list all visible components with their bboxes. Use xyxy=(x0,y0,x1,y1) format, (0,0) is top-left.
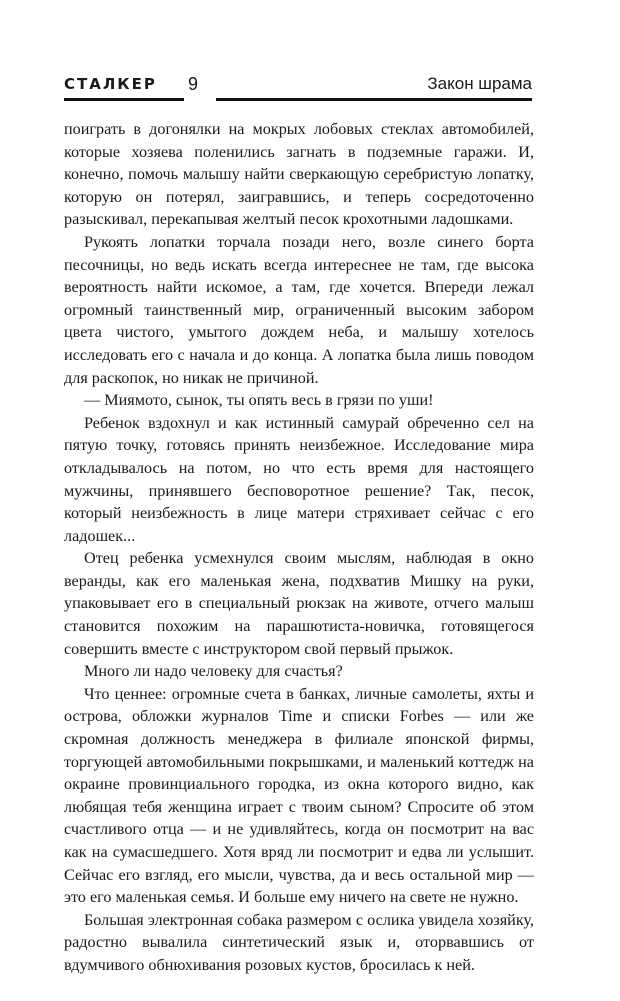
paragraph: Ребенок вздохнул и как истинный самурай обреченно сел на пятую точку, готовясь принять неизбежное. Исследование мира откладывалось на потом, но что есть время для настоящего мужчины, принявшего бесповоротное решение? Так, песок, который неизбежность в лице матери стряхивает сейчас с его ладошек... xyxy=(64,413,534,545)
page-number: 9 xyxy=(188,74,199,94)
paragraph: Что ценнее: огромные счета в банках, личные самолеты, яхты и острова, обложки журналов Time и списки Forbes — или же скромная должность менеджера в филиале японской фирмы, торгующей автомобильными покрышками, и маленький коттедж на окраине провинциального городка, из окна которого видно, как любящая тебя женщина играет с твоим сыном? Спросите об этом счастливого отца — и не удивляйтесь, когда он посмотрит на вас как на сумасшедшего. Хотя вряд ли посмотрит и едва ли услышит. Сейчас его взгляд, его мысли, чувства, да и весь остальной мир — это его маленькая семья. И больше ему ничего на свете не нужно. xyxy=(64,684,534,907)
running-header xyxy=(64,74,532,102)
book-title: Закон шрама xyxy=(427,74,532,93)
header-rule-left xyxy=(64,98,184,101)
paragraph: — Миямото, сынок, ты опять весь в грязи по уши! xyxy=(84,391,434,410)
paragraph: Рукоять лопатки торчала позади него, возле синего борта песочницы, но ведь искать всегда интереснее не там, где высока вероятность найти искомое, а там, где хочется. Впереди лежал огромный таинственный мир, ограниченный высоким забором цвета чистого, умытого дождем неба, и малышу хотелось исследовать его с начала и до конца. А лопатка была лишь поводом для раскопок, но никак не причиной. xyxy=(64,232,534,387)
body-text xyxy=(64,118,534,977)
paragraph: Много ли надо человеку для счастья? xyxy=(84,662,343,681)
series-name: СТАЛКЕР xyxy=(64,75,157,93)
paragraph: поиграть в догонялки на мокрых лобовых стеклах автомобилей, которые хозяева поленились загнать в подземные гаражи. И, конечно, помочь малышу найти сверкающую серебристую лопатку, которую он потерял, заигравшись, и теперь сосредоточенно разыскивал, перекапывая желтый песок крохотными ладошками. xyxy=(64,120,534,229)
header-rule-right xyxy=(216,98,532,101)
paragraph: Большая электронная собака размером с ослика увидела хозяйку, радостно вывалила синтетический язык и, оторвавшись от вдумчивого обнюхивания розовых кустов, бросилась к ней. xyxy=(64,910,534,974)
paragraph: Отец ребенка усмехнулся своим мыслям, наблюдая в окно веранды, как его маленькая жена, подхватив Мишку на руки, упаковывает его в специальный рюкзак на животе, отчего малыш становится похожим на парашютиста-новичка, готовящегося совершить вместе с инструктором свой первый прыжок. xyxy=(64,549,534,658)
